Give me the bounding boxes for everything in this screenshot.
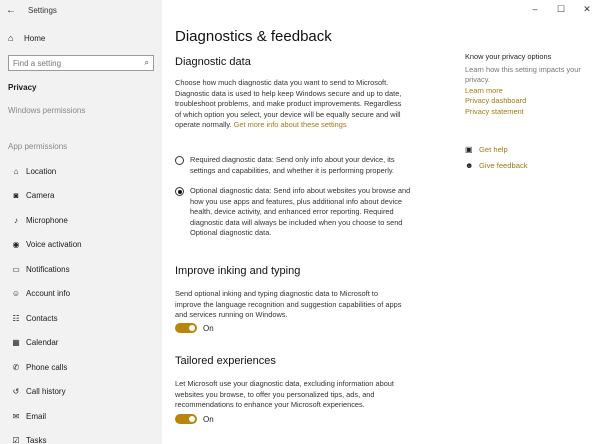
tasks-icon: ☑ bbox=[12, 436, 20, 444]
microphone-icon: ♪ bbox=[14, 215, 18, 225]
app-permissions-list bbox=[0, 159, 162, 444]
sidebar-item-account-info[interactable] bbox=[0, 282, 162, 307]
app-permissions-heading: App permissions bbox=[8, 142, 68, 151]
sidebar-item-call-history[interactable] bbox=[0, 380, 162, 405]
sidebar-item-location[interactable] bbox=[0, 159, 162, 184]
sidebar-item-label: Tasks bbox=[26, 436, 47, 444]
required-radio[interactable] bbox=[175, 156, 184, 165]
give-feedback-label: Give feedback bbox=[479, 161, 528, 170]
get-help-link[interactable] bbox=[465, 145, 508, 154]
email-icon: ✉ bbox=[12, 411, 20, 421]
sidebar-item-calendar[interactable] bbox=[0, 331, 162, 356]
diagnostic-data-description bbox=[175, 78, 405, 131]
sidebar-item-phone-calls[interactable] bbox=[0, 355, 162, 380]
sidebar-item-label: Microphone bbox=[26, 215, 68, 225]
inking-typing-heading: Improve inking and typing bbox=[175, 265, 301, 277]
tailored-toggle-row bbox=[175, 414, 214, 424]
sidebar-item-tasks[interactable] bbox=[0, 429, 162, 444]
privacy-dashboard-link[interactable]: Privacy dashboard bbox=[465, 96, 527, 105]
main-content bbox=[162, 0, 600, 444]
home-label: Home bbox=[24, 33, 46, 43]
sidebar-item-notifications[interactable] bbox=[0, 257, 162, 282]
feedback-person-icon: ☻ bbox=[465, 161, 474, 170]
windows-permissions-heading: Windows permissions bbox=[8, 106, 86, 115]
sidebar-item-label: Account info bbox=[26, 289, 71, 299]
sidebar-item-label: Notifications bbox=[26, 264, 70, 274]
sidebar-item-label: Camera bbox=[26, 191, 55, 201]
tailored-experiences-heading: Tailored experiences bbox=[175, 355, 276, 367]
search-icon[interactable]: ⌕ bbox=[144, 58, 149, 67]
title-bar bbox=[0, 0, 162, 20]
inking-toggle-row bbox=[175, 323, 214, 333]
minimize-icon[interactable]: – bbox=[532, 4, 538, 14]
get-help-label: Get help bbox=[479, 145, 508, 154]
diagnostic-description-text: Choose how much diagnostic data you want to send to Microsoft. Diagnostic data is used to help keep Windows secure and up to date, troubleshoot problems, and make product improvements. Regardless of which option you select, your device will be equally secure and will operate normally. bbox=[175, 78, 402, 129]
sidebar-item-label: Contacts bbox=[26, 313, 58, 323]
sidebar-item-label: Location bbox=[26, 166, 57, 176]
optional-radio[interactable] bbox=[175, 187, 184, 196]
sidebar-item-camera[interactable] bbox=[0, 184, 162, 209]
contacts-icon: ☷ bbox=[12, 313, 20, 323]
sidebar-item-label: Call history bbox=[26, 387, 66, 397]
home-link[interactable] bbox=[0, 30, 162, 46]
help-chat-icon: ▣ bbox=[465, 145, 473, 154]
page-title: Diagnostics & feedback bbox=[175, 28, 332, 45]
search-box[interactable] bbox=[8, 55, 154, 71]
required-radio-label: Required diagnostic data: Send only info about your device, its settings and capabilities, and whether it is performing properly. bbox=[190, 155, 395, 175]
search-input[interactable] bbox=[13, 59, 133, 68]
calendar-icon: ▦ bbox=[12, 338, 20, 348]
app-title: Settings bbox=[28, 5, 57, 15]
sidebar-item-label: Email bbox=[26, 411, 47, 421]
sidebar-item-email[interactable] bbox=[0, 404, 162, 429]
tailored-toggle[interactable] bbox=[175, 414, 197, 424]
sidebar-item-label: Voice activation bbox=[26, 240, 82, 250]
diagnostic-data-heading: Diagnostic data bbox=[175, 56, 251, 68]
optional-diagnostic-option[interactable] bbox=[175, 186, 415, 239]
learn-more-link[interactable]: Learn more bbox=[465, 85, 503, 95]
sidebar-item-contacts[interactable] bbox=[0, 306, 162, 331]
sidebar-item-voice-activation[interactable] bbox=[0, 233, 162, 258]
close-icon[interactable]: ✕ bbox=[583, 4, 591, 14]
back-arrow-icon[interactable]: ← bbox=[6, 4, 16, 16]
inking-toggle[interactable] bbox=[175, 323, 197, 333]
sidebar-item-label: Calendar bbox=[26, 338, 59, 348]
sidebar-item-microphone[interactable] bbox=[0, 208, 162, 233]
more-info-link[interactable]: Get more info about these settings bbox=[233, 120, 347, 129]
phone-calls-icon: ✆ bbox=[12, 362, 20, 372]
sidebar-item-label: Phone calls bbox=[26, 362, 68, 372]
optional-radio-label: Optional diagnostic data: Send info about websites you browse and how you use apps and features, plus additional info about device health, device activity, and enhanced error reporting. Required diagnostic data will always be included when you choose to send Optional diagnostic data. bbox=[190, 186, 411, 237]
inking-typing-description: Send optional inking and typing diagnostic data to Microsoft to improve the language recognition and suggestion capabilities of apps and services running on Windows. bbox=[175, 289, 402, 319]
maximize-icon[interactable]: ☐ bbox=[556, 4, 566, 14]
inking-toggle-label: On bbox=[203, 323, 214, 333]
tailored-toggle-label: On bbox=[203, 414, 214, 424]
location-icon: ⌂ bbox=[13, 166, 19, 176]
window-controls bbox=[522, 0, 600, 18]
sidebar bbox=[0, 0, 162, 444]
home-icon: ⌂ bbox=[8, 33, 14, 43]
call-history-icon: ↺ bbox=[12, 387, 20, 397]
privacy-options-heading: Know your privacy options bbox=[465, 52, 552, 61]
voice-activation-icon: ◉ bbox=[12, 240, 20, 250]
section-title-privacy: Privacy bbox=[8, 83, 37, 92]
camera-icon: ◙ bbox=[13, 191, 19, 201]
notifications-icon: ▭ bbox=[12, 264, 20, 274]
privacy-options-description: Learn how this setting impacts your privacy. bbox=[465, 64, 581, 84]
give-feedback-link[interactable] bbox=[465, 161, 528, 170]
privacy-statement-link[interactable]: Privacy statement bbox=[465, 106, 524, 116]
required-diagnostic-option[interactable] bbox=[175, 155, 415, 176]
account-info-icon: ☺ bbox=[11, 289, 21, 299]
privacy-options-panel bbox=[465, 52, 595, 117]
tailored-experiences-description: Let Microsoft use your diagnostic data, excluding information about websites you browse, to offer you personalized tips, ads, and recommendations to enhance your Microsoft experiences. bbox=[175, 379, 394, 409]
